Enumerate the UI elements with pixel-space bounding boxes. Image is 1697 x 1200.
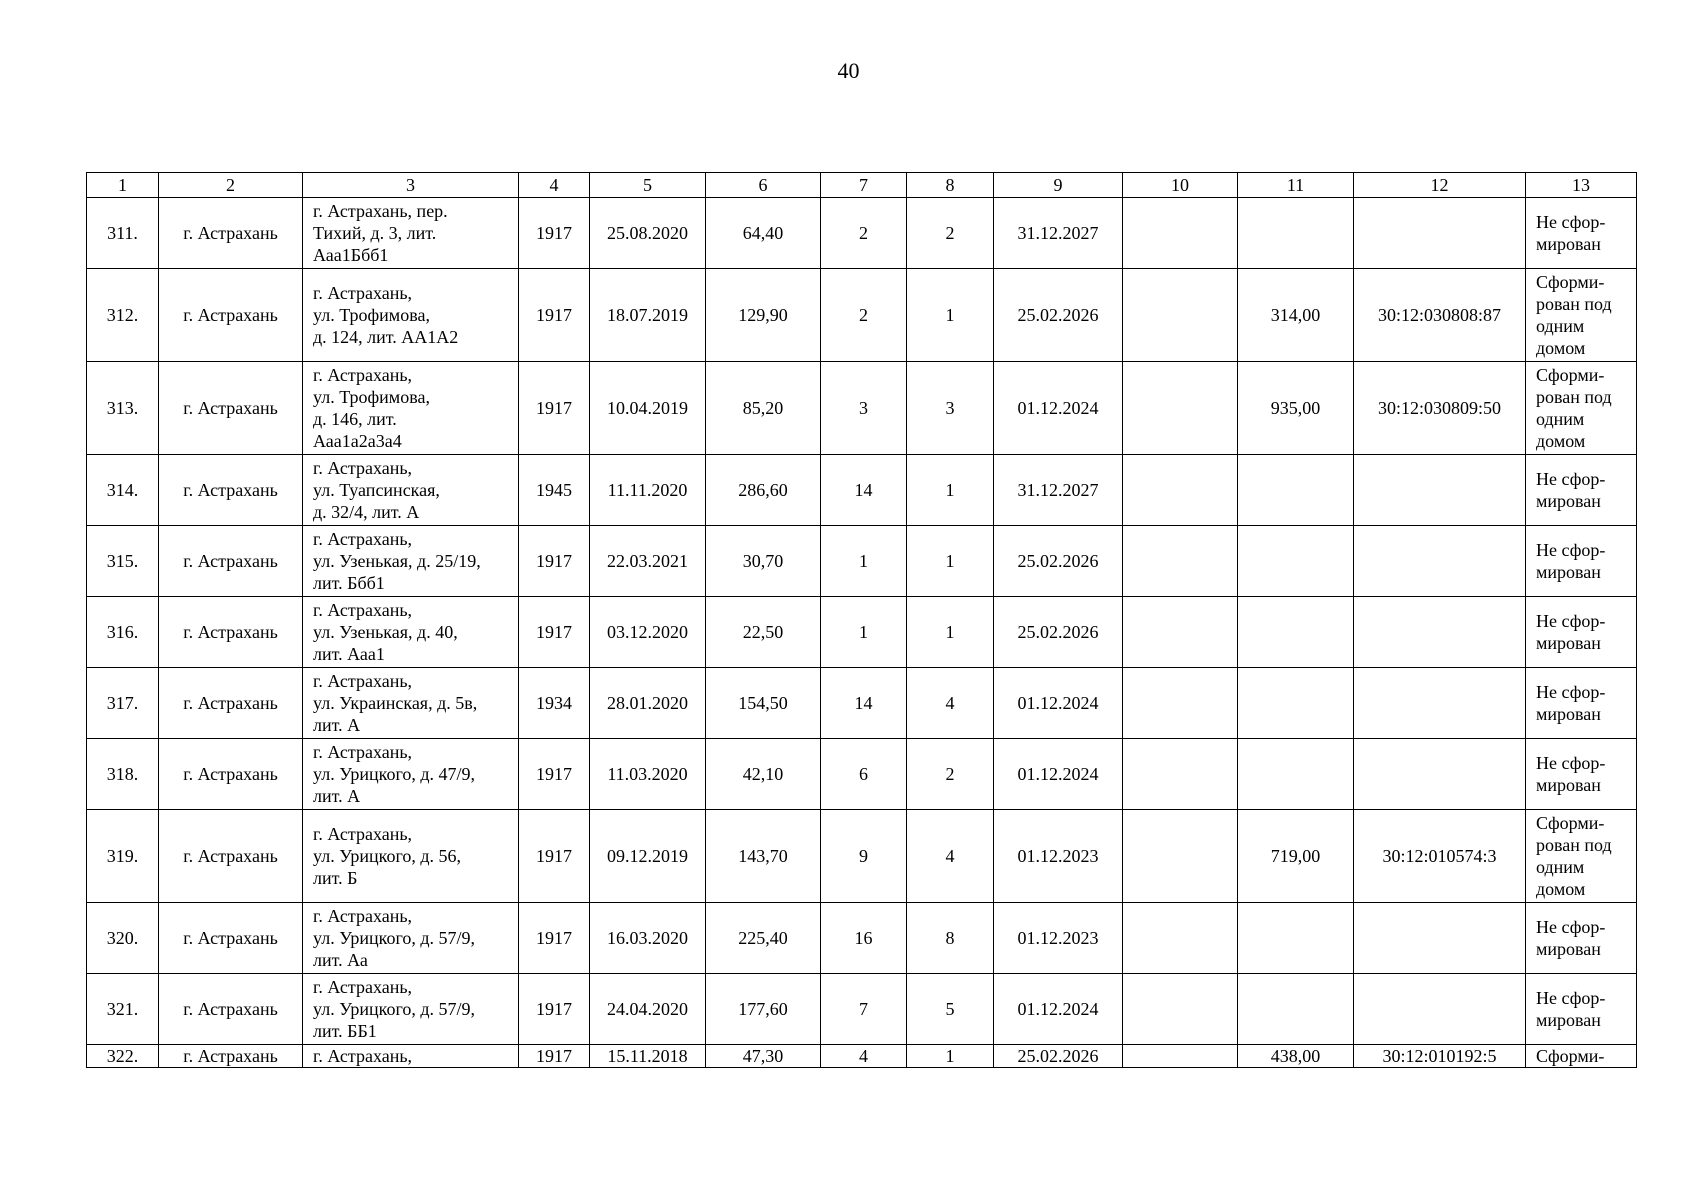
column-header: 4 (519, 173, 590, 198)
city-cell: г. Астрахань (159, 903, 303, 974)
address-cell: г. Астрахань, ул. Украинская, д. 5в, лит. А (303, 668, 519, 739)
col8-cell: 3 (907, 362, 994, 455)
col7-cell: 4 (821, 1045, 907, 1068)
col7-cell: 2 (821, 198, 907, 269)
col7-cell: 14 (821, 668, 907, 739)
table-row (87, 739, 1637, 810)
land-area-cell: 314,00 (1238, 269, 1354, 362)
address-cell: г. Астрахань, ул. Узенькая, д. 25/19, лит. Ббб1 (303, 526, 519, 597)
cadastral-number-cell (1354, 974, 1526, 1045)
table-row (87, 903, 1637, 974)
column-header: 12 (1354, 173, 1526, 198)
date-cell: 11.03.2020 (590, 739, 706, 810)
date-cell: 28.01.2020 (590, 668, 706, 739)
status-cell: Сформи- рован под одним домом (1526, 362, 1637, 455)
address-cell: г. Астрахань, ул. Трофимова, д. 124, лит. АА1А2 (303, 269, 519, 362)
deadline-cell: 01.12.2024 (994, 974, 1123, 1045)
col8-cell: 5 (907, 974, 994, 1045)
year-cell: 1934 (519, 668, 590, 739)
city-cell: г. Астрахань (159, 974, 303, 1045)
year-cell: 1917 (519, 810, 590, 903)
status-cell: Не сфор- мирован (1526, 526, 1637, 597)
col8-cell: 1 (907, 1045, 994, 1068)
date-cell: 15.11.2018 (590, 1045, 706, 1068)
city-cell: г. Астрахань (159, 810, 303, 903)
table-row (87, 974, 1637, 1045)
table-row (87, 269, 1637, 362)
col10-cell (1123, 455, 1238, 526)
column-header: 11 (1238, 173, 1354, 198)
city-cell: г. Астрахань (159, 668, 303, 739)
status-cell: Сформи- (1526, 1045, 1637, 1068)
status-cell: Не сфор- мирован (1526, 668, 1637, 739)
cadastral-number-cell (1354, 903, 1526, 974)
status-cell: Не сфор- мирован (1526, 198, 1637, 269)
year-cell: 1917 (519, 974, 590, 1045)
year-cell: 1917 (519, 526, 590, 597)
deadline-cell: 25.02.2026 (994, 269, 1123, 362)
land-area-cell: 935,00 (1238, 362, 1354, 455)
col10-cell (1123, 903, 1238, 974)
year-cell: 1917 (519, 903, 590, 974)
date-cell: 03.12.2020 (590, 597, 706, 668)
col8-cell: 2 (907, 739, 994, 810)
address-cell: г. Астрахань, ул. Узенькая, д. 40, лит. Ааа1 (303, 597, 519, 668)
col7-cell: 6 (821, 739, 907, 810)
land-area-cell (1238, 526, 1354, 597)
column-header: 9 (994, 173, 1123, 198)
status-cell: Не сфор- мирован (1526, 455, 1637, 526)
table-row (87, 362, 1637, 455)
row-number-cell: 321. (87, 974, 159, 1045)
col10-cell (1123, 668, 1238, 739)
col10-cell (1123, 1045, 1238, 1068)
deadline-cell: 31.12.2027 (994, 455, 1123, 526)
land-area-cell (1238, 198, 1354, 269)
area-cell: 85,20 (706, 362, 821, 455)
col10-cell (1123, 810, 1238, 903)
col7-cell: 2 (821, 269, 907, 362)
row-number-cell: 318. (87, 739, 159, 810)
city-cell: г. Астрахань (159, 739, 303, 810)
status-cell: Не сфор- мирован (1526, 597, 1637, 668)
table-row (87, 198, 1637, 269)
year-cell: 1917 (519, 1045, 590, 1068)
column-header: 2 (159, 173, 303, 198)
address-cell: г. Астрахань, (303, 1045, 519, 1068)
land-area-cell (1238, 974, 1354, 1045)
cadastral-number-cell (1354, 739, 1526, 810)
row-number-cell: 313. (87, 362, 159, 455)
deadline-cell: 25.02.2026 (994, 597, 1123, 668)
year-cell: 1917 (519, 597, 590, 668)
column-header: 8 (907, 173, 994, 198)
year-cell: 1917 (519, 739, 590, 810)
area-cell: 64,40 (706, 198, 821, 269)
deadline-cell: 01.12.2024 (994, 668, 1123, 739)
col7-cell: 9 (821, 810, 907, 903)
area-cell: 154,50 (706, 668, 821, 739)
table-row (87, 810, 1637, 903)
col10-cell (1123, 198, 1238, 269)
col10-cell (1123, 974, 1238, 1045)
col8-cell: 4 (907, 668, 994, 739)
city-cell: г. Астрахань (159, 1045, 303, 1068)
land-area-cell (1238, 903, 1354, 974)
row-number-cell: 311. (87, 198, 159, 269)
col7-cell: 1 (821, 597, 907, 668)
col10-cell (1123, 269, 1238, 362)
column-number-row (87, 173, 1637, 198)
row-number-cell: 316. (87, 597, 159, 668)
status-cell: Не сфор- мирован (1526, 903, 1637, 974)
area-cell: 286,60 (706, 455, 821, 526)
column-header: 7 (821, 173, 907, 198)
col8-cell: 1 (907, 455, 994, 526)
row-number-cell: 317. (87, 668, 159, 739)
status-cell: Не сфор- мирован (1526, 739, 1637, 810)
col7-cell: 16 (821, 903, 907, 974)
address-cell: г. Астрахань, ул. Урицкого, д. 56, лит. Б (303, 810, 519, 903)
status-cell: Не сфор- мирован (1526, 974, 1637, 1045)
cadastral-number-cell: 30:12:030808:87 (1354, 269, 1526, 362)
cadastral-number-cell: 30:12:030809:50 (1354, 362, 1526, 455)
col8-cell: 1 (907, 597, 994, 668)
status-cell: Сформи- рован под одним домом (1526, 269, 1637, 362)
land-area-cell (1238, 455, 1354, 526)
col10-cell (1123, 739, 1238, 810)
date-cell: 11.11.2020 (590, 455, 706, 526)
date-cell: 24.04.2020 (590, 974, 706, 1045)
land-area-cell (1238, 668, 1354, 739)
cadastral-number-cell: 30:12:010192:5 (1354, 1045, 1526, 1068)
address-cell: г. Астрахань, ул. Туапсинская, д. 32/4, лит. А (303, 455, 519, 526)
area-cell: 30,70 (706, 526, 821, 597)
cadastral-number-cell (1354, 526, 1526, 597)
cadastral-number-cell (1354, 198, 1526, 269)
table-row (87, 526, 1637, 597)
address-cell: г. Астрахань, ул. Урицкого, д. 47/9, лит. А (303, 739, 519, 810)
date-cell: 16.03.2020 (590, 903, 706, 974)
cadastral-number-cell (1354, 597, 1526, 668)
deadline-cell: 25.02.2026 (994, 526, 1123, 597)
date-cell: 25.08.2020 (590, 198, 706, 269)
deadline-cell: 01.12.2023 (994, 903, 1123, 974)
row-number-cell: 319. (87, 810, 159, 903)
city-cell: г. Астрахань (159, 455, 303, 526)
table-row (87, 597, 1637, 668)
deadline-cell: 25.02.2026 (994, 1045, 1123, 1068)
date-cell: 18.07.2019 (590, 269, 706, 362)
deadline-cell: 01.12.2024 (994, 362, 1123, 455)
city-cell: г. Астрахань (159, 198, 303, 269)
col10-cell (1123, 597, 1238, 668)
city-cell: г. Астрахань (159, 526, 303, 597)
date-cell: 10.04.2019 (590, 362, 706, 455)
date-cell: 22.03.2021 (590, 526, 706, 597)
column-header: 10 (1123, 173, 1238, 198)
area-cell: 225,40 (706, 903, 821, 974)
land-area-cell: 719,00 (1238, 810, 1354, 903)
city-cell: г. Астрахань (159, 269, 303, 362)
col8-cell: 1 (907, 526, 994, 597)
page-number: 40 (837, 58, 860, 83)
year-cell: 1917 (519, 198, 590, 269)
city-cell: г. Астрахань (159, 362, 303, 455)
table-row (87, 455, 1637, 526)
table-row (87, 668, 1637, 739)
address-cell: г. Астрахань, ул. Урицкого, д. 57/9, лит. Аа (303, 903, 519, 974)
col10-cell (1123, 526, 1238, 597)
deadline-cell: 01.12.2024 (994, 739, 1123, 810)
area-cell: 177,60 (706, 974, 821, 1045)
column-header: 5 (590, 173, 706, 198)
col7-cell: 14 (821, 455, 907, 526)
col10-cell (1123, 362, 1238, 455)
address-cell: г. Астрахань, пер. Тихий, д. 3, лит. Ааа1Ббб1 (303, 198, 519, 269)
city-cell: г. Астрахань (159, 597, 303, 668)
land-area-cell (1238, 739, 1354, 810)
col8-cell: 1 (907, 269, 994, 362)
row-number-cell: 320. (87, 903, 159, 974)
row-number-cell: 322. (87, 1045, 159, 1068)
area-cell: 47,30 (706, 1045, 821, 1068)
cadastral-number-cell (1354, 668, 1526, 739)
cadastral-number-cell: 30:12:010574:3 (1354, 810, 1526, 903)
col7-cell: 7 (821, 974, 907, 1045)
area-cell: 143,70 (706, 810, 821, 903)
col8-cell: 8 (907, 903, 994, 974)
row-number-cell: 314. (87, 455, 159, 526)
row-number-cell: 315. (87, 526, 159, 597)
cadastral-number-cell (1354, 455, 1526, 526)
col7-cell: 3 (821, 362, 907, 455)
deadline-cell: 31.12.2027 (994, 198, 1123, 269)
land-area-cell: 438,00 (1238, 1045, 1354, 1068)
year-cell: 1917 (519, 269, 590, 362)
table-row (87, 1045, 1637, 1068)
area-cell: 42,10 (706, 739, 821, 810)
row-number-cell: 312. (87, 269, 159, 362)
land-area-cell (1238, 597, 1354, 668)
col8-cell: 4 (907, 810, 994, 903)
year-cell: 1945 (519, 455, 590, 526)
area-cell: 129,90 (706, 269, 821, 362)
address-cell: г. Астрахань, ул. Трофимова, д. 146, лит. Ааа1а2а3а4 (303, 362, 519, 455)
column-header: 13 (1526, 173, 1637, 198)
column-header: 1 (87, 173, 159, 198)
date-cell: 09.12.2019 (590, 810, 706, 903)
table-body (87, 198, 1637, 1068)
area-cell: 22,50 (706, 597, 821, 668)
col8-cell: 2 (907, 198, 994, 269)
col7-cell: 1 (821, 526, 907, 597)
deadline-cell: 01.12.2023 (994, 810, 1123, 903)
column-header: 3 (303, 173, 519, 198)
year-cell: 1917 (519, 362, 590, 455)
housing-registry-table (86, 172, 1637, 1068)
status-cell: Сформи- рован под одним домом (1526, 810, 1637, 903)
address-cell: г. Астрахань, ул. Урицкого, д. 57/9, лит. ББ1 (303, 974, 519, 1045)
column-header: 6 (706, 173, 821, 198)
